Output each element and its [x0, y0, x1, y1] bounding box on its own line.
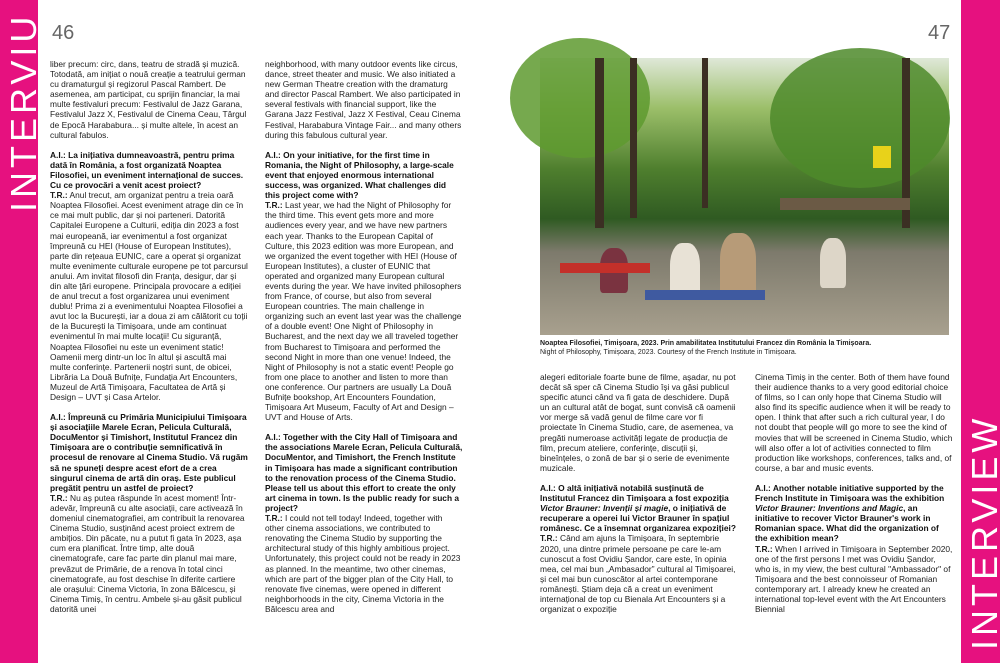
answer-label: T.R.:: [265, 200, 283, 211]
tree-trunk: [595, 58, 604, 228]
caption-english: Night of Philosophy, Timișoara, 2023. Courtesy of the French Institute in Timișoara.: [540, 349, 797, 356]
question: A.I.: On your initiative, for the first time in Romania, the Night of Philosophy, a large-scale event that enjoyed enormous international success, was organized. What challenges did this project come with?: [265, 149, 454, 201]
answer-text: Last year, we had the Night of Philosophy for the third time. This event gets more and more audiences every year, and we have new partners each year. Thanks to the European Capital of Culture, this 2023 edition was more European, and we organized the event together with HEI (House of European Institutes), a cluster of EUNIC that operated and organized many European cultural events during the year. We have invited philosophers from France, of course, but also from several European countries. The main challenge in organizing such an event last year was the challenge of a double event! One Night of Philosophy in Bucharest, and the next day we all traveled together from Bucharest to Timișoara and performed the second Night in more than one venue! Indeed, the Night of Philosophy is not a static event! People go from one place to another and listen to more than one conference. Our partners are usually La Două Bufnițe bookshop, Art Encounters Foundation, Timișoara Art Museum, Faculty of Art and Design – UVT and House of Arts.: [265, 200, 462, 423]
qa-block: [540, 483, 738, 614]
answer-label: T.R.:: [50, 190, 68, 201]
column-1: [50, 59, 248, 624]
event-photo: [540, 58, 949, 335]
paragraph: Cinema Timiș in the center. Both of them have found their audience thanks to a very good editorial choice of films, so I can only hope that Cinema Studio will also find its specific audience when it will be ready to open. I think that after such a rich cultural year, I do not doubt that people will go more to see the kind of movies that will be screened in Cinema Studio, which will also offer a lot of activities connected to film production like workshops, conferences, talks and, of course, a bar and music events.: [755, 372, 953, 473]
answer-text: Când am ajuns la Timișoara, în septembrie 2020, una dintre primele persoane pe care le-am cunoscut a fost Ovidiu Șandor, care este, în opinia mea, cel mai bun „Ambasador” cultural al Timișoarei, și cel mai bun cunoscător al artei contemporane românești. Știam deja că a creat un eveniment internațional de top cu Bienala Art Encounters și a organizat o expoziție: [540, 533, 736, 615]
column-3: [540, 372, 738, 624]
question: [755, 483, 944, 543]
stage-banner: [873, 146, 891, 168]
exhibition-title: Victor Brauner: Inventions and Magic: [755, 503, 904, 514]
answer-text: Anul trecut, am organizat pentru a treia oară Noaptea Filosofiei. Acest eveniment atrage din ce în ce mai mult public, dar și noi parteneri. Datorită Capitalei Europene a Culturii, ediția din 2023 a fost mai europeană, iar evenimentul a fost organizat împreună cu HEI (House of European Institutes), parte din rețeaua EUNIC, care a operat și organizat multe evenimente culturale europene pe tot parcursul anului. Am invitat filosofi din Franța, desigur, dar și din alte țări europene. Principala provocare a ediției de anul trecut a fost organizarea unui eveniment dublu! Prima zi a evenimentului Noaptea Filosofiei a avut loc la București, iar a doua zi am călătorit cu toții de la București la Timișoara, unde am continuat evenimentul în mai multe locații! Cu siguranță, Noaptea Filosofiei nu este un eveniment static! Oamenii merg dintr-un loc în altul și ascultă mai multe conferințe. Partenerii noștri sunt, de obicei, Librăria La Două Bufnițe, Fundația Art Encounters, Muzeul de Artă Timișoara, Facultatea de Artă și Design – UVT și Casa Artelor.: [50, 190, 248, 402]
answer-label: T.R.:: [540, 533, 558, 544]
exhibition-title: Victor Brauner: Invenții și magie: [540, 503, 669, 514]
question-text: A.I.: Another notable initiative supported by the French Institute in Timișoara was the exhibition: [755, 482, 945, 504]
tree-trunk: [630, 58, 637, 218]
paragraph: liber precum: circ, dans, teatru de stradă și muzică. Totodată, am inițiat o nouă creație a teatrului german cu dramaturgul și regizorul Pascal Rambert. De asemenea, am participat, cu sprijin financiar, la mai multe festivaluri precum: Festivalul de Jazz Garana, Festivalul Jazz X, Festivalul de Cinema Ceau, Târgul de Epocă Harababura... și multe altele, în acest an cultural fabulos.: [50, 59, 247, 140]
paragraph: alegeri editoriale foarte bune de filme, așadar, nu pot decât să sper că Cinema Studio își va găsi publicul specific atunci când va fi gata de deschidere. După un an cultural atât de bogat, sunt convisă că oamenii vor merge să vadă genul de filme care vor fi proiectate în Cinema Studio, care, de asemenea, va pregăti numeroase activități legate de producția de film, precum ateliere, conferințe, discuții și, bineînțeles, o zonă de bar și o serie de evenimente muzicale.: [540, 372, 736, 473]
question-text: A.I.: O altă inițiativă notabilă susținută de Institutul Francez din Timișoara a fost expoziția: [540, 482, 729, 504]
question: A.I.: Împreună cu Primăria Municipiului Timișoara și asociațiile Marele Ecran, Pelicula Culturală, DocuMentor și Timishort, Institutul Francez din Timișoara are o contribuție semnificativă în procesul de renovare al Cinema Studio. Vă rugăm să ne spuneți despre acest efort de a crea singurul cinema de artă din oraș. Este publicul pregătit pentru un astfel de proiect?: [50, 412, 248, 493]
qa-block: [265, 150, 463, 423]
section-label-right: INTERVIEW: [964, 414, 1005, 650]
audience-person: [820, 238, 846, 288]
qa-block: [50, 150, 248, 402]
tree-foliage: [770, 48, 950, 188]
column-2: [265, 59, 463, 624]
qa-block: [265, 432, 463, 614]
section-label-left: INTERVIU: [3, 12, 44, 212]
page-number-left: 46: [52, 22, 75, 44]
tree-foliage: [510, 38, 650, 158]
column-4: [755, 372, 953, 624]
question: [540, 483, 736, 533]
stage: [780, 198, 910, 210]
page-number-right: 47: [928, 22, 951, 44]
photo-caption: [540, 339, 950, 357]
paragraph: neighborhood, with many outdoor events like circus, dance, street theater and music. We also initiated a new German Theatre creation with the dramaturg and director Pascal Rambert. We also participated in several festivals with financial support, like the Garana Jazz Festival, Jazz X Festival, Ceau Cinema Festival, Harababura Vintage Fair... and many others during this fabulous cultural year.: [265, 59, 462, 140]
bench: [560, 263, 650, 273]
answer-label: T.R.:: [265, 513, 283, 524]
tree-trunk: [702, 58, 708, 208]
answer-text: Nu aș putea răspunde în acest moment! Într-adevăr, împreună cu alte asociații, care activează în domeniul cinematografiei, am contribuit la renovarea Cinema Studio, susținând acest proiect extrem de ambițios. Din păcate, nu a putut fi gata în 2023, așa cum era planificat. Între timp, alte două cinematografe, care fac parte din planul mai mare, prevăzut de Primărie, de a renova în total cinci cinematografe, au fost deschise în diferite cartiere ale orașului: Cinema Victoria, în zona Bălcescu, și Cinema Timiș, în centru. Ambele și-au găsit publicul datorită unei: [50, 492, 245, 614]
question-text: , o inițiativă de recuperare a operei lui Victor Brauner în spațiul românesc. Ce a însemnat organizarea expoziției?: [540, 503, 736, 534]
caption-romanian: Noaptea Filosofiei, Timișoara, 2023. Prin amabilitatea Institutului Francez din România la Timișoara.: [540, 340, 872, 347]
question: A.I.: La inițiativa dumneavoastră, pentru prima dată în România, a fost organizată Noaptea Filosofiei, un eveniment internațional de succes. Cu ce provocări a venit acest proiect?: [50, 149, 244, 191]
qa-block: [50, 412, 248, 614]
section-strip-left: [0, 0, 44, 663]
audience-person: [720, 233, 756, 298]
bench: [645, 290, 765, 300]
answer-text: When I arrived in Timișoara in September 2020, one of the first persons I met was Ovidiu Șandor, who is, in my view, the best cultural "Ambassador" of Timișoara and the best connoisseur of Romanian contemporary art. I already knew he created an international top-level event with the Art Encounters Biennial: [755, 543, 953, 615]
question: A.I.: Together with the City Hall of Timișoara and the associations Marele Ecran, Pelicula Culturală, DocuMentor, and Timishort, the French Institute in Timișoara has made a significant contribution to the renovation process of the Cinema Studio. Please tell us about this effort to create the only art cinema in town. Is the public ready for such a project?: [265, 432, 463, 513]
question-text: , an initiative to recover Victor Brauner's work in Romanian space. What did the organization of the exhibition mean?: [755, 503, 939, 544]
answer-text: I could not tell today! Indeed, together with other cinema associations, we contributed to renovating the Cinema Studio by supporting the architectural study of this highly ambitious project. Unfortunately, this project could not be ready in 2023 as planned. In the meantime, two other cinemas, which are part of the bigger plan of the City Hall, to renovate five cinemas, were opened in different neighborhoods in the city, Cinema Victoria in the Bălcescu area and: [265, 513, 461, 614]
qa-block: [755, 483, 953, 614]
answer-label: T.R.:: [50, 492, 68, 503]
answer-label: T.R.:: [755, 543, 773, 554]
